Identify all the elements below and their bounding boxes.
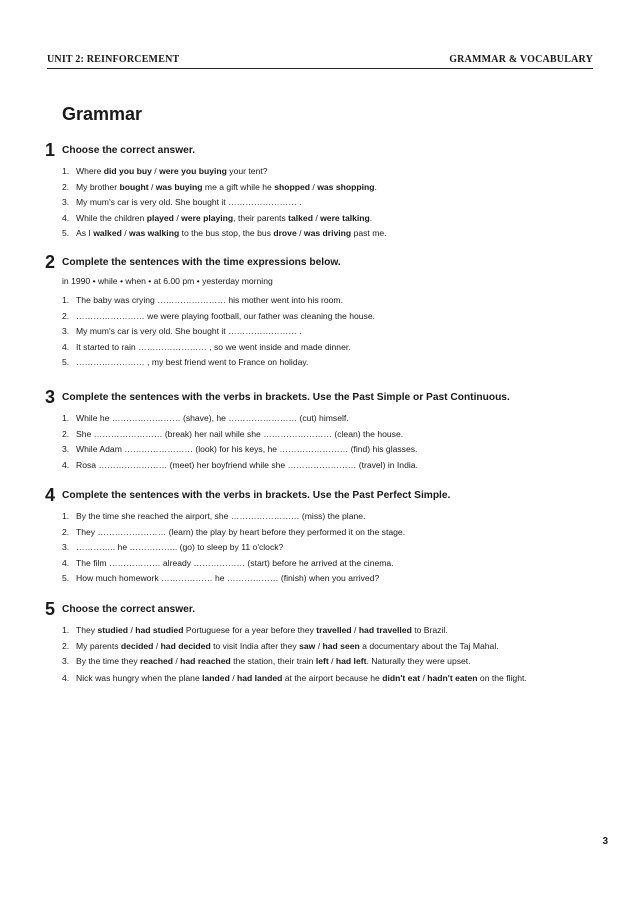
item-text: …………………… we were playing football, our father was cleaning the house. — [76, 310, 376, 321]
header-section-label: GRAMMAR & VOCABULARY — [449, 54, 593, 65]
item-text: / — [128, 625, 136, 635]
answer-option: hadn't eaten — [427, 672, 478, 683]
item-text: She …………………… (break) her nail while she …………………… (clean) the house. — [76, 428, 404, 439]
answer-option: didn't eat — [382, 672, 421, 683]
item-text: How much homework ……………… he ……………… (finish) when you arrived? — [76, 573, 380, 583]
answer-option: were talking — [320, 212, 370, 223]
item-text: to the bus stop, the bus — [179, 228, 274, 238]
exercise-item — [62, 458, 588, 474]
item-number: 5. — [62, 573, 70, 583]
item-text: While the children — [76, 212, 147, 223]
exercise-list — [45, 293, 588, 371]
item-text: They — [76, 625, 98, 635]
item-text: / — [148, 181, 156, 192]
answer-option: walked — [93, 228, 122, 238]
item-text: My brother — [76, 181, 120, 192]
item-text: / — [151, 166, 160, 176]
item-text: Rosa …………………… (meet) her boyfriend while she …………………… (travel) in India. — [76, 459, 418, 470]
item-number: 4. — [62, 212, 70, 223]
answer-option: reached — [140, 656, 173, 666]
item-text: The baby was crying …………………… his mother went into his room. — [76, 295, 343, 305]
exercise-item — [62, 654, 588, 670]
item-number: 2. — [62, 526, 70, 537]
item-text: It started to rain …………………… , so we went inside and made dinner. — [76, 341, 351, 352]
item-number: 2. — [62, 640, 70, 651]
item-text: / — [296, 228, 304, 238]
exercise-item — [62, 211, 588, 227]
item-text: Where — [76, 166, 104, 176]
item-text: My mum's car is very old. She bought it …………………… . — [76, 197, 302, 207]
item-text: / — [328, 656, 336, 666]
item-number: 2. — [62, 428, 70, 439]
exercise-item — [62, 670, 588, 685]
section-title: Complete the sentences with the time expressions below. — [62, 257, 341, 268]
exercise-item — [62, 427, 588, 443]
item-text: While Adam …………………… (look) for his keys, he …………………… (find) his glasses. — [76, 444, 418, 454]
item-text: / — [420, 672, 428, 683]
answer-option: was driving — [303, 228, 352, 238]
item-text: . Naturally they were upset. — [366, 656, 471, 666]
item-number: 5. — [62, 228, 70, 238]
answer-option: talked — [288, 212, 313, 223]
header-unit-label: UNIT 2: REINFORCEMENT — [47, 54, 180, 65]
item-text: on the flight. — [477, 672, 527, 683]
section-number: 4 — [45, 485, 56, 505]
page-number: 3 — [602, 836, 608, 847]
item-text: past me. — [351, 228, 387, 238]
answer-option: bought — [119, 181, 149, 192]
item-text: / — [173, 212, 182, 223]
answer-option: had landed — [237, 672, 283, 683]
item-text: / — [229, 672, 237, 683]
item-number: 4. — [62, 672, 70, 683]
exercise-item — [62, 442, 588, 458]
exercise-item — [62, 180, 588, 196]
exercise-list — [45, 623, 588, 685]
answer-option: had travelled — [358, 625, 412, 635]
item-text: at the airport because he — [282, 672, 383, 683]
item-text: / — [153, 640, 161, 651]
section-2 — [45, 252, 588, 371]
answer-option: travelled — [316, 625, 352, 635]
item-text: to Brazil. — [411, 625, 448, 635]
exercise-item — [62, 324, 588, 340]
answer-option: studied — [97, 625, 129, 635]
exercise-item — [62, 411, 588, 427]
item-text: / — [315, 640, 323, 651]
item-text: the station, their train — [230, 656, 316, 666]
answer-option: shopped — [274, 181, 311, 192]
exercise-item — [62, 309, 588, 325]
page-title: Grammar — [62, 104, 143, 124]
answer-option: drove — [273, 228, 297, 238]
item-text: My mum's car is very old. She bought it …………………… . — [76, 326, 302, 336]
item-number: 3. — [62, 197, 70, 207]
item-text: / — [310, 181, 318, 192]
exercise-item — [62, 293, 588, 309]
item-text: / — [312, 212, 321, 223]
answer-option: saw — [299, 640, 316, 651]
item-number: 4. — [62, 557, 70, 568]
item-text: a documentary about the Taj Mahal. — [359, 640, 499, 651]
section-3 — [45, 387, 588, 473]
item-text: your tent? — [226, 166, 268, 176]
section-title: Complete the sentences with the verbs in brackets. Use the Past Simple or Past Continuous. — [62, 392, 510, 403]
item-text: / — [351, 625, 359, 635]
item-text: The film ……………… already ……………… (start) before he arrived at the cinema. — [76, 557, 394, 568]
exercise-item — [62, 540, 588, 556]
exercise-item — [62, 355, 588, 371]
item-text: Portuguese for a year before they — [183, 625, 317, 635]
item-number: 3. — [62, 326, 70, 336]
item-text: As I — [76, 228, 94, 238]
answer-option: was buying — [155, 181, 203, 192]
section-title: Choose the correct answer. — [62, 145, 196, 156]
time-expressions: in 1990 • while • when • at 6.00 pm • yesterday morning — [62, 276, 273, 286]
section-number: 5 — [45, 599, 56, 619]
answer-option: had studied — [135, 625, 184, 635]
section-title: Complete the sentences with the verbs in brackets. Use the Past Perfect Simple. — [62, 490, 451, 501]
item-number: 3. — [62, 542, 70, 552]
item-text: / — [121, 228, 130, 238]
exercise-item — [62, 525, 588, 541]
item-number: 5. — [62, 357, 70, 367]
item-text: By the time she reached the airport, she …………………… (miss) the plane. — [76, 511, 366, 521]
section-4 — [45, 485, 588, 587]
exercise-item — [62, 639, 588, 655]
section-title: Choose the correct answer. — [62, 604, 196, 615]
exercise-item — [62, 226, 588, 242]
item-number: 1. — [62, 295, 70, 305]
item-text: to visit India after they — [210, 640, 300, 651]
item-text: My parents — [76, 640, 121, 651]
item-number: 1. — [62, 166, 70, 176]
answer-option: had left — [335, 656, 367, 666]
answer-option: landed — [202, 672, 230, 683]
section-1 — [45, 140, 588, 242]
section-5 — [45, 599, 588, 685]
item-text: / — [172, 656, 181, 666]
item-number: 4. — [62, 341, 70, 352]
item-text: , their parents — [233, 212, 289, 223]
answer-option: had decided — [160, 640, 211, 651]
exercise-item — [62, 556, 588, 572]
section-number: 1 — [45, 140, 56, 160]
answer-option: had seen — [322, 640, 360, 651]
item-text: They …………………… (learn) the play by heart before they performed it on the stage. — [76, 526, 406, 537]
answer-option: was walking — [129, 228, 180, 238]
item-number: 4. — [62, 459, 70, 470]
item-number: 1. — [62, 511, 70, 521]
item-text: . — [374, 181, 377, 192]
item-text: While he …………………… (shave), he …………………… (cut) himself. — [76, 413, 349, 423]
item-number: 3. — [62, 444, 70, 454]
answer-option: were you buying — [159, 166, 227, 176]
item-number: 1. — [62, 413, 70, 423]
answer-option: did you buy — [103, 166, 152, 176]
item-text: me a gift while he — [202, 181, 275, 192]
exercise-list — [45, 411, 588, 473]
answer-option: decided — [120, 640, 154, 651]
answer-option: were playing — [181, 212, 234, 223]
exercise-item — [62, 509, 588, 525]
section-number: 3 — [45, 387, 56, 407]
section-number: 2 — [45, 252, 56, 272]
exercise-item — [62, 195, 588, 211]
exercise-item — [62, 571, 588, 587]
page-header — [47, 54, 593, 69]
item-text: Nick was hungry when the plane — [76, 672, 203, 683]
exercise-item — [62, 164, 588, 180]
exercise-list — [45, 509, 588, 587]
item-text: . — [369, 212, 373, 223]
answer-option: played — [146, 212, 174, 223]
item-text: ………….. he …………….. (go) to sleep by 11 o'clock? — [76, 542, 284, 552]
exercise-item — [62, 623, 588, 639]
answer-option: left — [315, 656, 329, 666]
item-number: 2. — [62, 181, 70, 192]
answer-option: was shopping — [317, 181, 375, 192]
item-text: By the time they — [76, 656, 141, 666]
item-number: 3. — [62, 656, 70, 666]
item-number: 2. — [62, 310, 70, 321]
answer-option: had reached — [180, 656, 231, 666]
item-number: 1. — [62, 625, 70, 635]
item-text: …………………… , my best friend went to France on holiday. — [76, 357, 309, 367]
exercise-list — [45, 164, 588, 242]
exercise-item — [62, 340, 588, 356]
